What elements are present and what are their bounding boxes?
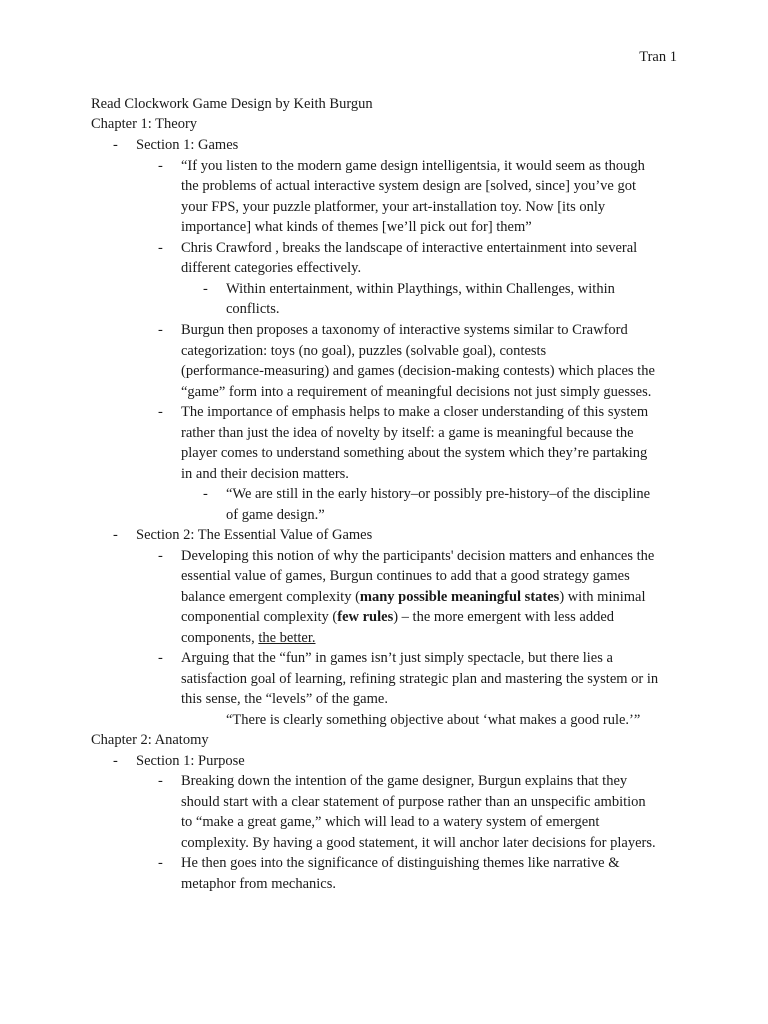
paragraph-line: Developing this notion of why the participants' decision matters and enhances the	[181, 548, 655, 564]
paragraph-line: to “make a great game,” which will lead to a watery system of emergent	[181, 814, 600, 830]
paragraph-line: conflicts.	[226, 301, 280, 317]
text-run: balance emergent complexity (	[181, 589, 360, 605]
section-heading: Section 1: Purpose	[136, 753, 245, 769]
chapter-heading: Chapter 1: Theory	[91, 116, 198, 132]
section-heading: Section 1: Games	[136, 137, 239, 153]
quote-line: of game design.”	[226, 507, 325, 523]
paragraph-line: categorization: toys (no goal), puzzles (solvable goal), contests	[181, 343, 547, 359]
paragraph-line: essential value of games, Burgun continues to add that a good strategy games	[181, 568, 630, 584]
text-run: components,	[181, 630, 259, 646]
paragraph-line: satisfaction goal of learning, refining strategic plan and mastering the system or in	[181, 671, 659, 687]
text-run: ) with minimal	[559, 589, 646, 605]
paragraph-line: this sense, the “levels” of the game.	[181, 691, 388, 707]
bullet-dash: -	[158, 773, 163, 789]
bullet-dash: -	[203, 281, 208, 297]
text-run: componential complexity (	[181, 609, 338, 625]
paragraph-line: Breaking down the intention of the game designer, Burgun explains that they	[181, 773, 628, 789]
document-title: Read Clockwork Game Design by Keith Burgun	[91, 96, 373, 112]
paragraph-line: rather than just the idea of novelty by itself: a game is meaningful because the	[181, 425, 634, 441]
paragraph-line	[181, 587, 646, 607]
paragraph-line: complexity. By having a good statement, it will anchor later decisions for players.	[181, 835, 656, 851]
paragraph-line: The importance of emphasis helps to make a closer understanding of this system	[181, 404, 649, 420]
bold-text: many possible meaningful states	[359, 589, 560, 605]
text-run: ) – the more emergent with less added	[393, 609, 615, 625]
paragraph-line: He then goes into the significance of distinguishing themes like narrative &	[181, 855, 620, 871]
section-heading: Section 2: The Essential Value of Games	[136, 527, 373, 543]
paragraph-line: the problems of actual interactive system design are [solved, since] you’ve got	[181, 178, 636, 194]
paragraph-line: in and their decision matters.	[181, 466, 349, 482]
paragraph-line: metaphor from mechanics.	[181, 876, 337, 892]
paragraph-line: Within entertainment, within Playthings, within Challenges, within	[226, 281, 615, 297]
paragraph-line: importance] what kinds of themes [we’ll pick out for] them”	[181, 219, 532, 235]
chapter-heading: Chapter 2: Anatomy	[91, 732, 209, 748]
bullet-dash: -	[158, 240, 163, 256]
bullet-dash: -	[158, 855, 163, 871]
page-header: Tran 1	[639, 49, 677, 65]
bold-text: few rules	[337, 609, 394, 625]
paragraph-line: should start with a clear statement of purpose rather than an unspecific ambition	[181, 794, 646, 810]
bullet-dash: -	[158, 548, 163, 564]
quote-line: “We are still in the early history–or possibly pre-history–of the discipline	[226, 486, 651, 502]
paragraph-line	[181, 628, 316, 648]
paragraph-line: Burgun then proposes a taxonomy of interactive systems similar to Crawford	[181, 322, 628, 338]
bullet-dash: -	[113, 753, 118, 769]
paragraph-line: Chris Crawford , breaks the landscape of interactive entertainment into several	[181, 240, 638, 256]
bullet-dash: -	[113, 137, 118, 153]
paragraph-line: different categories effectively.	[181, 260, 362, 276]
bullet-dash: -	[158, 322, 163, 338]
underlined-text: the better.	[258, 630, 316, 646]
bullet-dash: -	[203, 486, 208, 502]
paragraph-line: Arguing that the “fun” in games isn’t just simply spectacle, but there lies a	[181, 650, 613, 666]
bullet-dash: -	[158, 650, 163, 666]
paragraph-line: (performance-measuring) and games (decision-making contests) which places the	[181, 363, 655, 379]
paragraph-line	[181, 607, 614, 627]
bullet-dash: -	[158, 404, 163, 420]
paragraph-line: player comes to understand something about the system which they’re partaking	[181, 445, 648, 461]
bullet-dash: -	[158, 158, 163, 174]
paragraph-line: your FPS, your puzzle platformer, your art-installation toy. Now [its only	[181, 199, 606, 215]
paragraph-line: “If you listen to the modern game design intelligentsia, it would seem as though	[181, 158, 645, 174]
bullet-dash: -	[113, 527, 118, 543]
quote-line: “There is clearly something objective about ‘what makes a good rule.’”	[226, 712, 641, 728]
paragraph-line: “game” form into a requirement of meaningful decisions not just simply guesses.	[181, 384, 652, 400]
